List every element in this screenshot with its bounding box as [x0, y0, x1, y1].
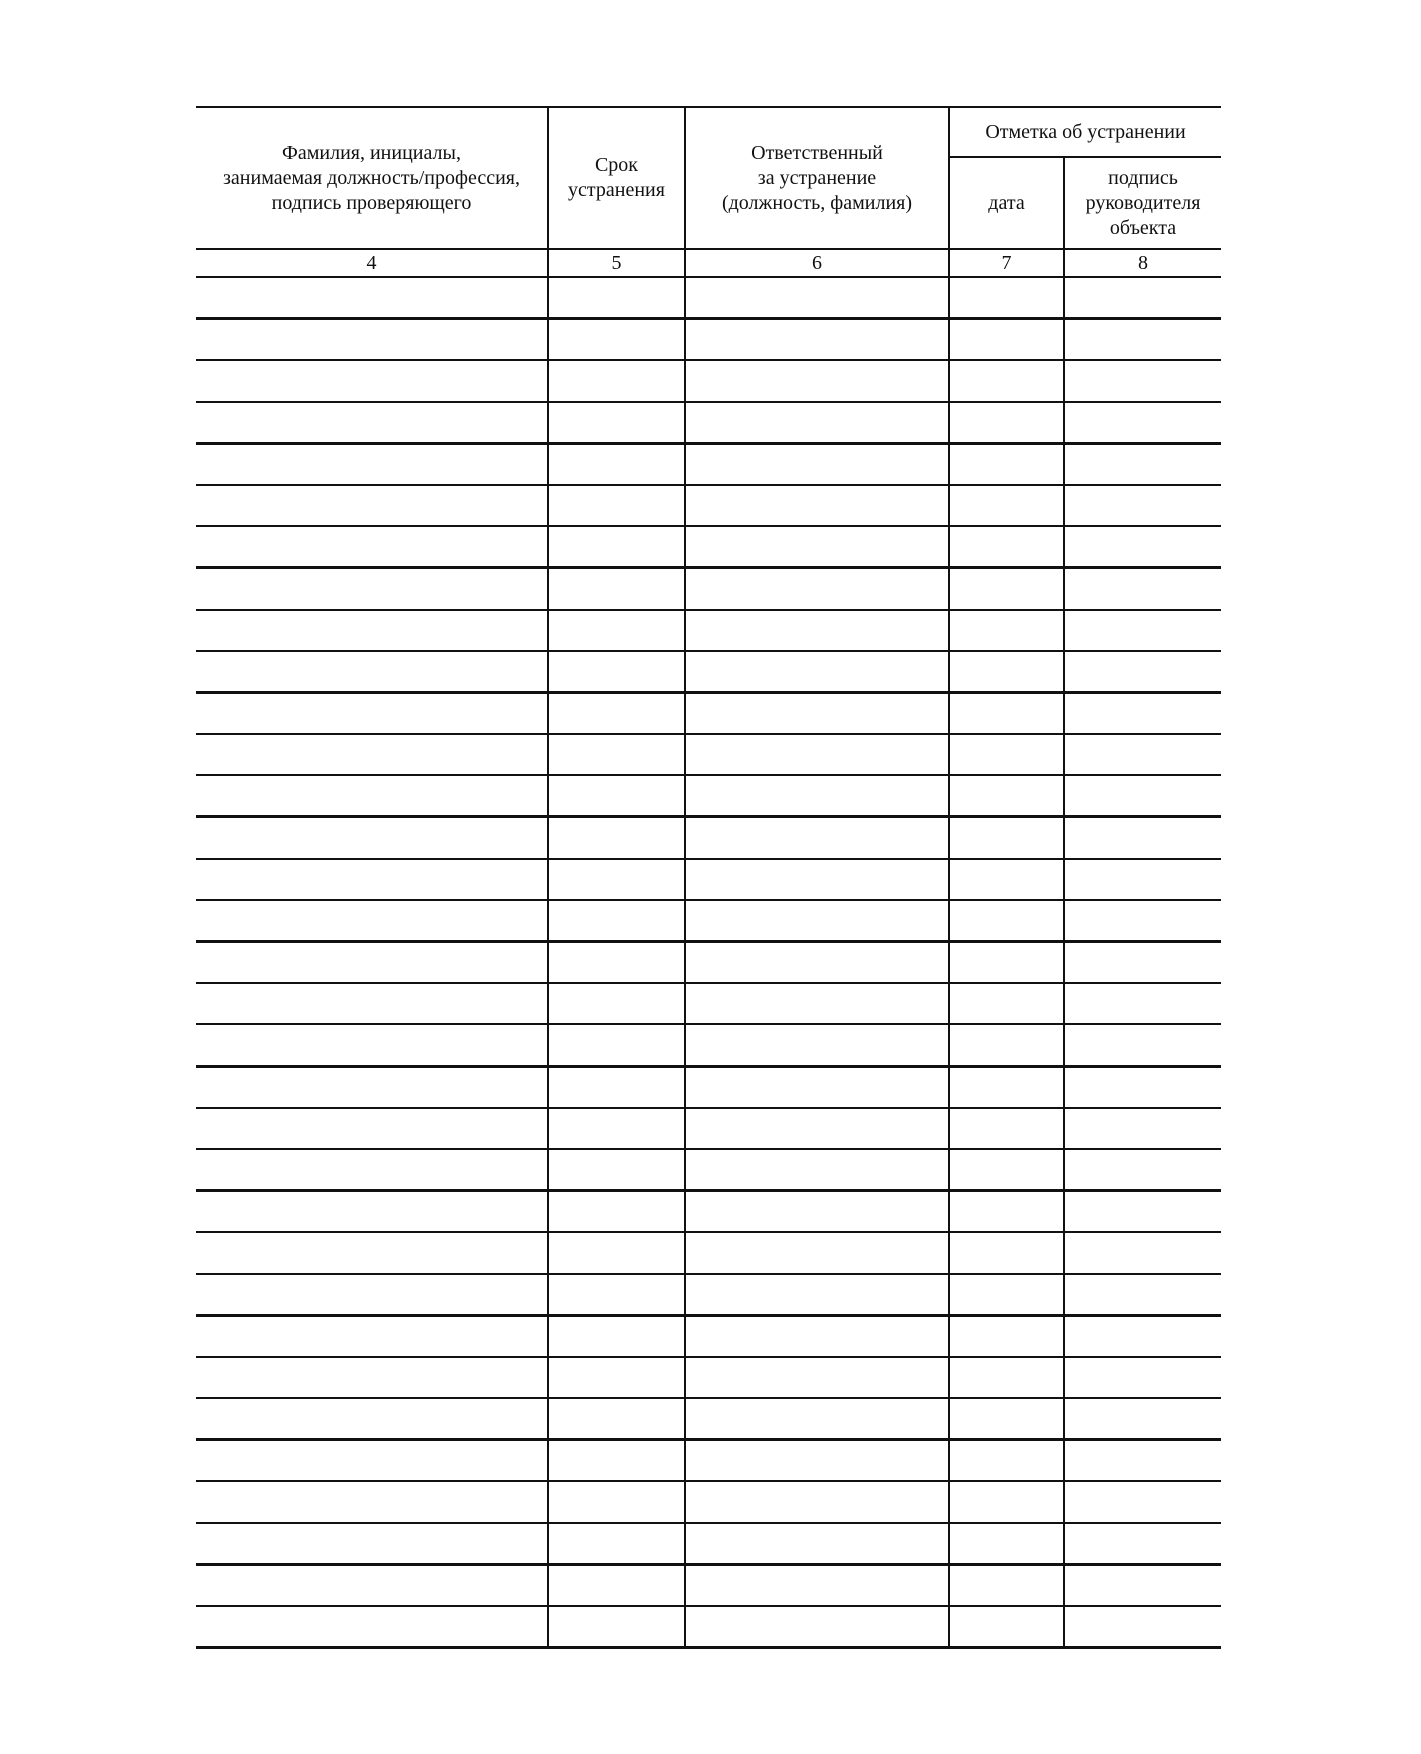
cell-deadline[interactable] [548, 1315, 685, 1357]
column-number: 6 [685, 249, 949, 277]
cell-name-position[interactable] [196, 1523, 548, 1565]
cell-responsible[interactable] [685, 942, 949, 984]
cell-date[interactable] [949, 983, 1064, 1024]
cell-responsible[interactable] [685, 1481, 949, 1522]
cell-deadline[interactable] [548, 1024, 685, 1066]
cell-responsible[interactable] [685, 568, 949, 610]
cell-date[interactable] [949, 1232, 1064, 1273]
cell-name-position[interactable] [196, 402, 548, 444]
table-row [196, 402, 1221, 444]
cell-date[interactable] [949, 1357, 1064, 1398]
table-row [196, 1274, 1221, 1316]
cell-name-position[interactable] [196, 1564, 548, 1606]
cell-head-signature[interactable] [1064, 900, 1221, 942]
cell-date[interactable] [949, 1315, 1064, 1357]
cell-date[interactable] [949, 1398, 1064, 1440]
cell-name-position[interactable] [196, 1232, 548, 1273]
cell-responsible[interactable] [685, 859, 949, 900]
table-row [196, 319, 1221, 361]
cell-responsible[interactable] [685, 402, 949, 444]
cell-deadline[interactable] [548, 1398, 685, 1440]
cell-name-position[interactable] [196, 1024, 548, 1066]
cell-responsible[interactable] [685, 1606, 949, 1648]
cell-responsible[interactable] [685, 1357, 949, 1398]
cell-name-position[interactable] [196, 1191, 548, 1233]
cell-deadline[interactable] [548, 360, 685, 401]
cell-head-signature[interactable] [1064, 568, 1221, 610]
cell-deadline[interactable] [548, 1440, 685, 1482]
header-responsible-label: Ответственный за устранение (должность, фамилия) [721, 141, 913, 214]
table-row [196, 1564, 1221, 1606]
cell-responsible[interactable] [685, 1232, 949, 1273]
table-row [196, 651, 1221, 693]
cell-name-position[interactable] [196, 1108, 548, 1149]
cell-head-signature[interactable] [1064, 1108, 1221, 1149]
cell-head-signature[interactable] [1064, 1149, 1221, 1191]
cell-name-position[interactable] [196, 1357, 548, 1398]
cell-name-position[interactable] [196, 692, 548, 734]
cell-name-position[interactable] [196, 360, 548, 401]
table-row [196, 443, 1221, 485]
table-row [196, 983, 1221, 1024]
cell-deadline[interactable] [548, 1149, 685, 1191]
cell-date[interactable] [949, 443, 1064, 485]
cell-date[interactable] [949, 1191, 1064, 1233]
cell-responsible[interactable] [685, 360, 949, 401]
table-row [196, 485, 1221, 526]
cell-deadline[interactable] [548, 859, 685, 900]
cell-deadline[interactable] [548, 485, 685, 526]
header-head-signature [1064, 157, 1221, 249]
cell-responsible[interactable] [685, 900, 949, 942]
header-head-signature-label: подпись руководителя объекта [1085, 166, 1201, 239]
cell-head-signature[interactable] [1064, 859, 1221, 900]
cell-head-signature[interactable] [1064, 319, 1221, 361]
cell-name-position[interactable] [196, 568, 548, 610]
table-row [196, 1523, 1221, 1565]
cell-responsible[interactable] [685, 485, 949, 526]
header-deadline-label: Срок устранения [568, 154, 665, 201]
cell-responsible[interactable] [685, 1108, 949, 1149]
cell-name-position[interactable] [196, 983, 548, 1024]
cell-name-position[interactable] [196, 319, 548, 361]
cell-deadline[interactable] [548, 1564, 685, 1606]
cell-head-signature[interactable] [1064, 1481, 1221, 1522]
inspection-journal-table [196, 106, 1221, 1649]
cell-deadline[interactable] [548, 1066, 685, 1108]
table-row [196, 942, 1221, 984]
cell-deadline[interactable] [548, 1523, 685, 1565]
cell-head-signature[interactable] [1064, 1606, 1221, 1648]
cell-head-signature[interactable] [1064, 692, 1221, 734]
cell-head-signature[interactable] [1064, 1523, 1221, 1565]
cell-date[interactable] [949, 1024, 1064, 1066]
cell-deadline[interactable] [548, 942, 685, 984]
cell-head-signature[interactable] [1064, 1564, 1221, 1606]
cell-name-position[interactable] [196, 526, 548, 568]
cell-responsible[interactable] [685, 1564, 949, 1606]
cell-name-position[interactable] [196, 1066, 548, 1108]
table-row [196, 859, 1221, 900]
cell-head-signature[interactable] [1064, 610, 1221, 651]
table-row [196, 1315, 1221, 1357]
cell-responsible[interactable] [685, 1440, 949, 1482]
cell-date[interactable] [949, 692, 1064, 734]
cell-responsible[interactable] [685, 1274, 949, 1316]
header-elimination-mark [949, 107, 1221, 157]
cell-head-signature[interactable] [1064, 402, 1221, 444]
cell-date[interactable] [949, 775, 1064, 817]
table-row [196, 1024, 1221, 1066]
cell-responsible[interactable] [685, 319, 949, 361]
cell-name-position[interactable] [196, 817, 548, 859]
table-row [196, 568, 1221, 610]
cell-responsible[interactable] [685, 1024, 949, 1066]
cell-deadline[interactable] [548, 1108, 685, 1149]
cell-deadline[interactable] [548, 1357, 685, 1398]
cell-head-signature[interactable] [1064, 817, 1221, 859]
cell-head-signature[interactable] [1064, 1024, 1221, 1066]
cell-name-position[interactable] [196, 1398, 548, 1440]
journal-rows [196, 277, 1221, 1648]
table-row [196, 1066, 1221, 1108]
cell-date[interactable] [949, 1108, 1064, 1149]
cell-responsible[interactable] [685, 1523, 949, 1565]
table-row [196, 817, 1221, 859]
cell-name-position[interactable] [196, 1315, 548, 1357]
table-row [196, 1191, 1221, 1233]
cell-date[interactable] [949, 319, 1064, 361]
cell-deadline[interactable] [548, 692, 685, 734]
header-date-label: дата [988, 191, 1025, 214]
table-row [196, 900, 1221, 942]
header-name-position [196, 107, 548, 249]
cell-responsible[interactable] [685, 692, 949, 734]
table-row [196, 1606, 1221, 1648]
table-row [196, 692, 1221, 734]
cell-date[interactable] [949, 859, 1064, 900]
cell-responsible[interactable] [685, 526, 949, 568]
header-responsible [685, 107, 949, 249]
header-deadline [548, 107, 685, 249]
cell-head-signature[interactable] [1064, 1191, 1221, 1233]
cell-date[interactable] [949, 942, 1064, 984]
cell-name-position[interactable] [196, 443, 548, 485]
cell-responsible[interactable] [685, 817, 949, 859]
cell-head-signature[interactable] [1064, 983, 1221, 1024]
cell-name-position[interactable] [196, 1274, 548, 1316]
cell-deadline[interactable] [548, 1232, 685, 1273]
cell-deadline[interactable] [548, 568, 685, 610]
cell-name-position[interactable] [196, 734, 548, 775]
cell-deadline[interactable] [548, 1481, 685, 1522]
table-row [196, 1108, 1221, 1149]
cell-responsible[interactable] [685, 651, 949, 693]
cell-name-position[interactable] [196, 900, 548, 942]
cell-date[interactable] [949, 1481, 1064, 1522]
cell-head-signature[interactable] [1064, 734, 1221, 775]
cell-head-signature[interactable] [1064, 1274, 1221, 1316]
cell-date[interactable] [949, 1523, 1064, 1565]
table-row [196, 1440, 1221, 1482]
cell-head-signature[interactable] [1064, 1315, 1221, 1357]
cell-deadline[interactable] [548, 277, 685, 319]
cell-deadline[interactable] [548, 1606, 685, 1648]
table-row [196, 610, 1221, 651]
header-date [949, 157, 1064, 249]
table-row [196, 1481, 1221, 1522]
cell-date[interactable] [949, 1606, 1064, 1648]
cell-name-position[interactable] [196, 651, 548, 693]
cell-name-position[interactable] [196, 610, 548, 651]
header-name-position-label: Фамилия, инициалы, занимаемая должность/профессия, подпись проверяющего [223, 141, 520, 214]
cell-date[interactable] [949, 817, 1064, 859]
cell-head-signature[interactable] [1064, 1066, 1221, 1108]
cell-deadline[interactable] [548, 443, 685, 485]
cell-deadline[interactable] [548, 817, 685, 859]
table-row [196, 277, 1221, 319]
cell-name-position[interactable] [196, 775, 548, 817]
cell-name-position[interactable] [196, 277, 548, 319]
cell-deadline[interactable] [548, 1274, 685, 1316]
cell-date[interactable] [949, 651, 1064, 693]
cell-date[interactable] [949, 1066, 1064, 1108]
cell-deadline[interactable] [548, 983, 685, 1024]
table-row [196, 775, 1221, 817]
table-row [196, 526, 1221, 568]
cell-head-signature[interactable] [1064, 360, 1221, 401]
cell-deadline[interactable] [548, 610, 685, 651]
cell-deadline[interactable] [548, 734, 685, 775]
column-number: 7 [949, 249, 1064, 277]
cell-date[interactable] [949, 568, 1064, 610]
cell-date[interactable] [949, 610, 1064, 651]
cell-date[interactable] [949, 277, 1064, 319]
cell-name-position[interactable] [196, 859, 548, 900]
cell-name-position[interactable] [196, 485, 548, 526]
cell-responsible[interactable] [685, 1149, 949, 1191]
cell-date[interactable] [949, 1564, 1064, 1606]
cell-head-signature[interactable] [1064, 485, 1221, 526]
cell-name-position[interactable] [196, 942, 548, 984]
cell-deadline[interactable] [548, 1191, 685, 1233]
cell-deadline[interactable] [548, 900, 685, 942]
table-row [196, 1232, 1221, 1273]
table-row [196, 1149, 1221, 1191]
column-number: 4 [196, 249, 548, 277]
column-number: 8 [1064, 249, 1221, 277]
cell-head-signature[interactable] [1064, 526, 1221, 568]
cell-name-position[interactable] [196, 1149, 548, 1191]
cell-responsible[interactable] [685, 1066, 949, 1108]
cell-date[interactable] [949, 1440, 1064, 1482]
table-row [196, 734, 1221, 775]
cell-responsible[interactable] [685, 277, 949, 319]
column-number-row [196, 249, 1221, 277]
cell-deadline[interactable] [548, 775, 685, 817]
cell-date[interactable] [949, 402, 1064, 444]
cell-name-position[interactable] [196, 1440, 548, 1482]
cell-date[interactable] [949, 1149, 1064, 1191]
cell-head-signature[interactable] [1064, 1232, 1221, 1273]
cell-responsible[interactable] [685, 775, 949, 817]
cell-responsible[interactable] [685, 443, 949, 485]
table-row [196, 360, 1221, 401]
cell-date[interactable] [949, 360, 1064, 401]
cell-responsible[interactable] [685, 610, 949, 651]
cell-deadline[interactable] [548, 319, 685, 361]
cell-date[interactable] [949, 526, 1064, 568]
column-number: 5 [548, 249, 685, 277]
cell-head-signature[interactable] [1064, 651, 1221, 693]
cell-responsible[interactable] [685, 734, 949, 775]
cell-deadline[interactable] [548, 526, 685, 568]
cell-head-signature[interactable] [1064, 775, 1221, 817]
cell-date[interactable] [949, 900, 1064, 942]
cell-head-signature[interactable] [1064, 443, 1221, 485]
cell-name-position[interactable] [196, 1606, 548, 1648]
cell-head-signature[interactable] [1064, 277, 1221, 319]
table-row [196, 1357, 1221, 1398]
cell-date[interactable] [949, 734, 1064, 775]
cell-deadline[interactable] [548, 402, 685, 444]
cell-responsible[interactable] [685, 1315, 949, 1357]
cell-responsible[interactable] [685, 983, 949, 1024]
cell-date[interactable] [949, 485, 1064, 526]
cell-head-signature[interactable] [1064, 1398, 1221, 1440]
cell-head-signature[interactable] [1064, 1440, 1221, 1482]
header-elimination-mark-label: Отметка об устранении [985, 120, 1186, 143]
cell-responsible[interactable] [685, 1191, 949, 1233]
cell-responsible[interactable] [685, 1398, 949, 1440]
cell-deadline[interactable] [548, 651, 685, 693]
cell-name-position[interactable] [196, 1481, 548, 1522]
cell-date[interactable] [949, 1274, 1064, 1316]
cell-head-signature[interactable] [1064, 942, 1221, 984]
cell-head-signature[interactable] [1064, 1357, 1221, 1398]
table-row [196, 1398, 1221, 1440]
